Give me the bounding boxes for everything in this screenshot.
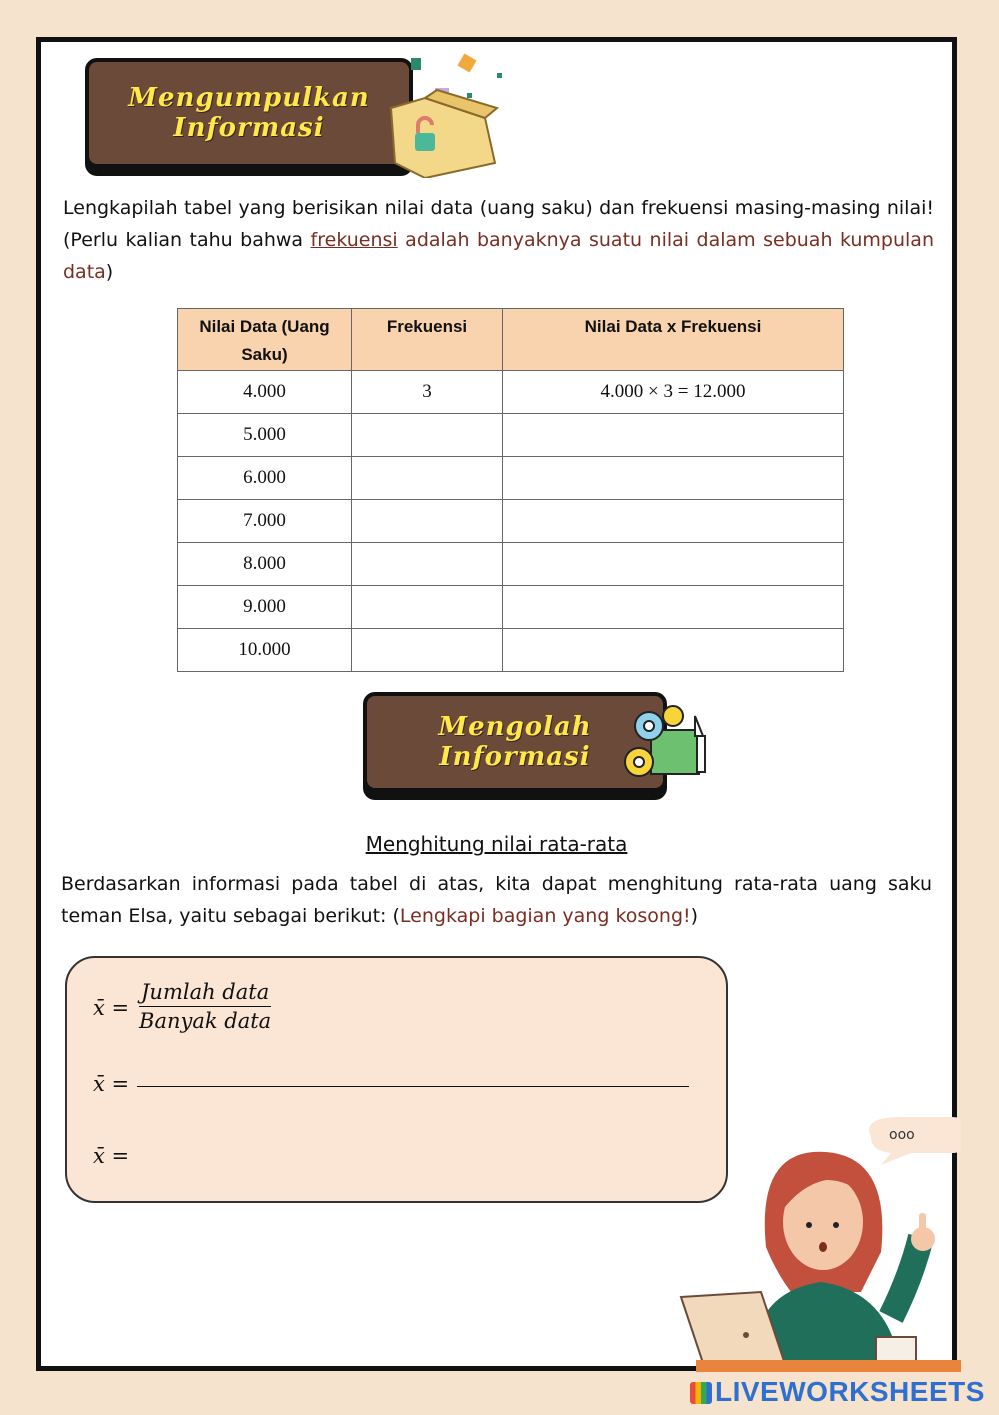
table-row xyxy=(178,457,844,500)
subtitle-mean: Menghitung nilai rata-rata xyxy=(365,832,628,856)
banner-title-line2: Informasi xyxy=(173,113,325,143)
banner-title-line2: Informasi xyxy=(439,742,591,772)
speech-bubble-text: ooo xyxy=(889,1127,915,1143)
worksheet-page xyxy=(36,37,957,1371)
cell-product-input[interactable] xyxy=(503,500,844,543)
fraction-denominator: Banyak data xyxy=(139,1009,272,1033)
table-row xyxy=(178,500,844,543)
cell-frequency-input[interactable] xyxy=(352,543,503,586)
cell-frequency-input[interactable] xyxy=(352,629,503,672)
header-nilai-x-frekuensi: Nilai Data x Frekuensi xyxy=(503,309,844,371)
watermark-text: LIVEWORKSHEETS xyxy=(715,1376,985,1407)
intro-close-paren: ) xyxy=(105,261,114,283)
cell-frequency: 3 xyxy=(352,371,503,414)
table-row xyxy=(178,371,844,414)
cell-product-input[interactable] xyxy=(503,414,844,457)
liveworksheets-logo-icon xyxy=(690,1382,712,1404)
cell-frequency-input[interactable] xyxy=(352,457,503,500)
cell-product-input[interactable] xyxy=(503,543,844,586)
intro-paragraph xyxy=(63,192,934,288)
student-illustration xyxy=(641,1117,961,1372)
frequency-term: frekuensi xyxy=(310,229,398,251)
cell-value: 7.000 xyxy=(178,500,352,543)
cell-frequency-input[interactable] xyxy=(352,500,503,543)
intro-text: Lengkapilah tabel yang berisikan nilai data (uang saku) dan frekuensi masing-masing nilai! (Perlu kalian tahu bahwa xyxy=(63,197,934,251)
gears-idea-icon xyxy=(621,696,721,786)
mean-fraction xyxy=(139,980,271,1033)
cell-value: 6.000 xyxy=(178,457,352,500)
instruction-close-paren: ) xyxy=(690,905,699,927)
cell-product-input[interactable] xyxy=(503,586,844,629)
banner-title-line1: Mengolah xyxy=(438,712,592,742)
mean-symbol: x̄ = xyxy=(93,1144,130,1168)
instruction-paragraph xyxy=(61,868,932,932)
cell-value: 9.000 xyxy=(178,586,352,629)
mean-symbol: x̄ = xyxy=(93,1072,130,1096)
table-row xyxy=(178,629,844,672)
folder-lock-icon xyxy=(385,48,525,178)
cell-frequency-input[interactable] xyxy=(352,414,503,457)
cell-product-input[interactable] xyxy=(503,457,844,500)
cell-product-input[interactable] xyxy=(503,629,844,672)
answer-line[interactable] xyxy=(137,1086,689,1087)
cell-value: 10.000 xyxy=(178,629,352,672)
header-nilai-data: Nilai Data (Uang Saku) xyxy=(178,309,352,371)
cell-frequency-input[interactable] xyxy=(352,586,503,629)
cell-value: 5.000 xyxy=(178,414,352,457)
frequency-definition: adalah banyaknya suatu nilai dalam sebuah kumpulan data xyxy=(63,229,934,283)
table-header-row xyxy=(178,309,844,371)
cell-value: 8.000 xyxy=(178,543,352,586)
header-frekuensi: Frekuensi xyxy=(352,309,503,371)
table-row xyxy=(178,543,844,586)
table-row xyxy=(178,414,844,457)
table-row xyxy=(178,586,844,629)
liveworksheets-watermark xyxy=(690,1376,985,1408)
banner-title-line1: Mengumpulkan xyxy=(128,83,370,113)
mean-symbol: x̄ = xyxy=(93,996,130,1020)
frequency-table xyxy=(177,308,844,672)
cell-value: 4.000 xyxy=(178,371,352,414)
instruction-text: Berdasarkan informasi pada tabel di atas, kita dapat menghitung rata-rata uang saku teman Elsa, yaitu sebagai berikut: ( xyxy=(61,873,932,927)
formula-box xyxy=(65,956,728,1203)
fraction-numerator: Jumlah data xyxy=(139,980,271,1007)
instruction-highlight: Lengkapi bagian yang kosong! xyxy=(399,905,691,927)
cell-product: 4.000 × 3 = 12.000 xyxy=(503,371,844,414)
